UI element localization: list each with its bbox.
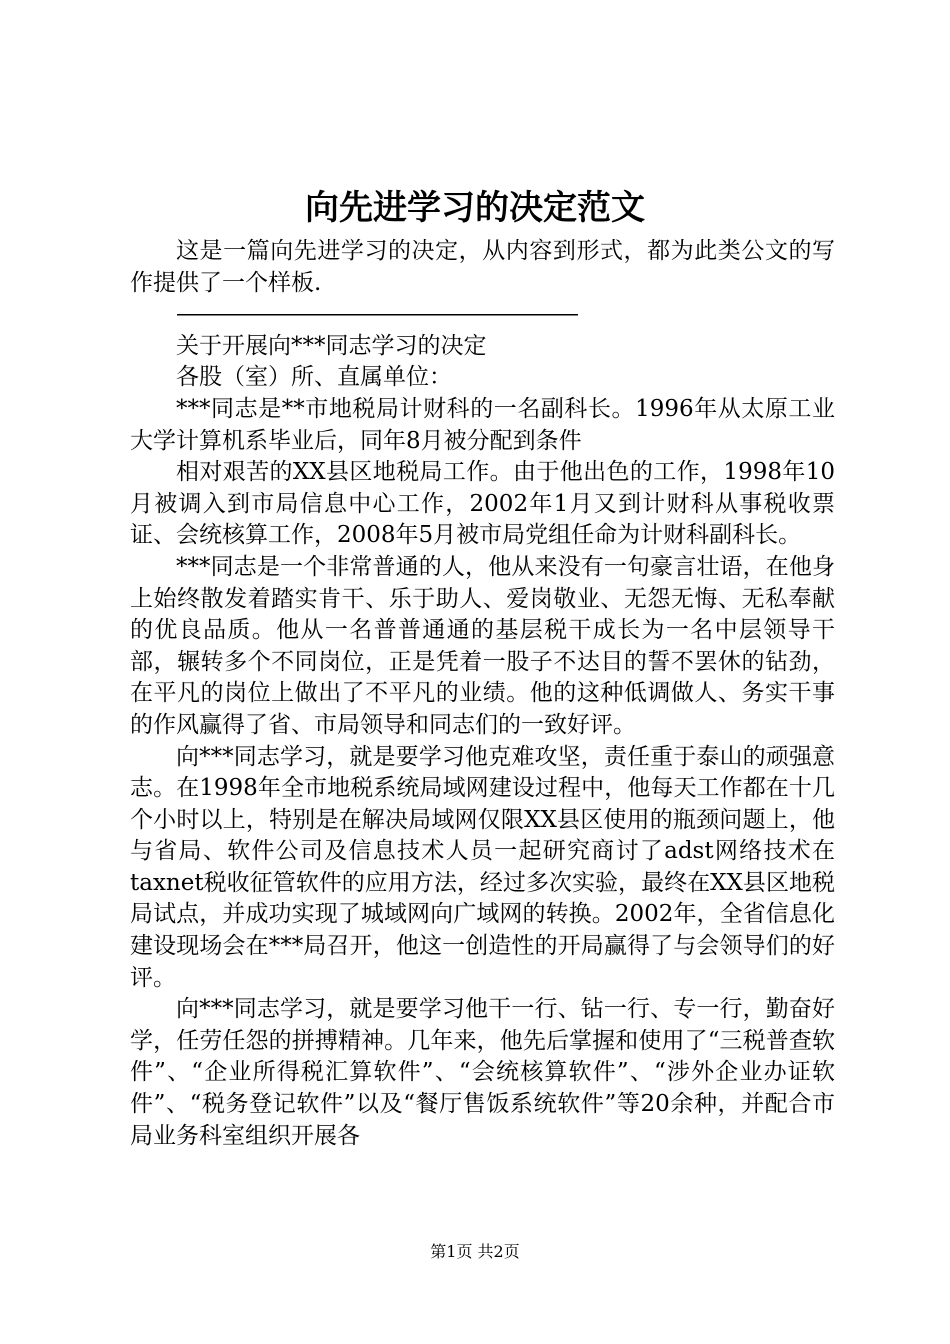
document-title: 向先进学习的决定范文 (305, 188, 645, 228)
decision-heading: 关于开展向***同志学习的决定 (176, 332, 487, 359)
body-paragraph: ***同志是一个非常普通的人，他从来没有一句豪言壮语，在他身上始终散发着踏实肯干、乐于助人、爱岗敬业、无怨无悔、无私奉献的优良品质。他从一名普普通通的基层税干成长为一名中层领导干部，辗转多个不同岗位，正是凭着一股子不达目的誓不罢休的钻劲，在平凡的岗位上做出了不平凡的业绩。他的这种低调做人、务实干事的作风赢得了省、市局领导和同志们的一致好评。 (130, 553, 835, 738)
document-body (130, 236, 835, 1152)
body-paragraph: 向***同志学习，就是要学习他干一行、钻一行、专一行，勤奋好学，任劳任怨的拼搏精神。几年来，他先后掌握和使用了“三税普查软件”、“企业所得税汇算软件”、“会统核算软件”、“涉外企业办证软件”、“税务登记软件”以及“餐厅售饭系统软件”等20余种，并配合市局业务科室组织开展各 (130, 996, 835, 1149)
body-paragraph: ***同志是**市地税局计财科的一名副科长。1996年从太原工业大学计算机系毕业后，同年8月被分配到条件 (130, 395, 835, 454)
intro-paragraph: 这是一篇向先进学习的决定，从内容到形式，都为此类公文的写作提供了一个样板. (130, 238, 835, 296)
separator-line: ———————————————————— (176, 301, 576, 328)
salutation: 各股（室）所、直属单位： (176, 364, 452, 391)
page-footer: 第1页 共2页 (430, 1242, 520, 1261)
body-paragraph: 相对艰苦的XX县区地税局工作。由于他出色的工作，1998年10月被调入到市局信息中心工作，2002年1月又到计财科从事税收票证、会统核算工作，2008年5月被市局党组任命为计财科副科长。 (130, 459, 835, 549)
body-paragraph: 向***同志学习，就是要学习他克难攻坚，责任重于泰山的顽强意志。在1998年全市地税系统局域网建设过程中，他每天工作都在十几个小时以上，特别是在解决局域网仅限XX县区使用的瓶颈问题上，他与省局、软件公司及信息技术人员一起研究商讨了adst网络技术在taxnet税收征管软件的应用方法，经过多次实验，最终在XX县区地税局试点，并成功实现了城域网向广域网的转换。2002年，全省信息化建设现场会在***局召开，他这一创造性的开局赢得了与会领导们的好评。 (130, 743, 835, 991)
